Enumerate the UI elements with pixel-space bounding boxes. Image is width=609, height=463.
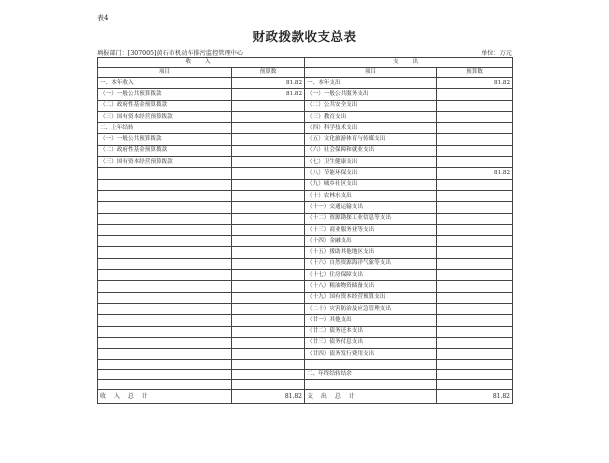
income-value-cell — [232, 168, 305, 179]
income-value-cell — [232, 292, 305, 303]
table-row — [98, 281, 513, 292]
income-value-cell: 81.82 — [232, 78, 305, 89]
expense-value-cell — [437, 303, 513, 314]
income-item-cell: （一）一般公共预算拨款 — [98, 89, 232, 100]
table-row — [98, 292, 513, 303]
table-row — [98, 370, 513, 380]
table-row — [98, 224, 513, 235]
expense-value-cell — [437, 236, 513, 247]
table-row — [98, 247, 513, 258]
expense-item-cell: （十八）粮油物资储备支出 — [305, 281, 437, 292]
income-item-cell: （二）政府性基金预算拨款 — [98, 100, 232, 111]
table-row — [98, 236, 513, 247]
table-row — [98, 202, 513, 213]
table-row — [98, 100, 513, 111]
table-row — [98, 179, 513, 190]
expense-value-cell — [437, 337, 513, 348]
expense-value-cell: 81.82 — [437, 168, 513, 179]
expense-item-cell: （十七）住房保障支出 — [305, 270, 437, 281]
table-row — [98, 89, 513, 100]
expense-item-cell: （廿三）债务付息支出 — [305, 337, 437, 348]
total-row — [98, 390, 513, 404]
table-row — [98, 157, 513, 168]
expense-item-header: 项目 — [305, 68, 437, 78]
expense-value-cell — [437, 224, 513, 235]
income-value-cell — [232, 315, 305, 326]
expense-item-cell: （十五）援助其他地区支出 — [305, 247, 437, 258]
income-item-cell — [98, 337, 232, 348]
expense-value-cell — [437, 202, 513, 213]
income-item-cell — [98, 349, 232, 360]
budget-summary-table — [97, 57, 513, 404]
income-item-cell — [98, 315, 232, 326]
income-total-value: 81.82 — [232, 390, 305, 404]
expense-item-cell: （十六）自然资源海洋气象等支出 — [305, 258, 437, 269]
expense-value-cell — [437, 89, 513, 100]
income-item-cell — [98, 292, 232, 303]
table-row — [98, 315, 513, 326]
income-value-cell — [232, 202, 305, 213]
income-item-cell — [98, 247, 232, 258]
table-row — [98, 145, 513, 156]
income-value-cell — [232, 337, 305, 348]
income-item-cell — [98, 179, 232, 190]
expense-value-cell — [437, 157, 513, 168]
expense-value-cell — [437, 315, 513, 326]
expense-group-header: 支 出 — [305, 58, 513, 68]
income-total-label: 收 入 总 计 — [98, 390, 232, 404]
expense-value-cell — [437, 190, 513, 201]
income-value-cell — [232, 224, 305, 235]
income-value-cell — [232, 258, 305, 269]
income-value-cell — [232, 360, 305, 370]
expense-value-cell — [437, 281, 513, 292]
expense-value-cell — [437, 111, 513, 122]
table-row — [98, 190, 513, 201]
expense-item-cell: （二）公共安全支出 — [305, 100, 437, 111]
income-value-cell — [232, 111, 305, 122]
income-group-header: 收 入 — [98, 58, 305, 68]
expense-item-cell: （十三）商业服务业等支出 — [305, 224, 437, 235]
income-item-cell — [98, 202, 232, 213]
expense-item-cell: （廿二）债务还本支出 — [305, 326, 437, 337]
table-row — [98, 270, 513, 281]
expense-value-cell — [437, 134, 513, 145]
expense-item-cell: （三）教育支出 — [305, 111, 437, 122]
expense-value-cell — [437, 370, 513, 380]
expense-value-cell — [437, 349, 513, 360]
table-row — [98, 326, 513, 337]
income-item-cell — [98, 326, 232, 337]
income-item-cell — [98, 380, 232, 390]
table-row — [98, 168, 513, 179]
expense-item-cell — [305, 380, 437, 390]
income-value-cell — [232, 326, 305, 337]
expense-item-cell: （七）卫生健康支出 — [305, 157, 437, 168]
income-value-cell — [232, 100, 305, 111]
expense-total-value: 81.82 — [437, 390, 513, 404]
expense-item-cell: （九）城乡社区支出 — [305, 179, 437, 190]
income-value-cell — [232, 270, 305, 281]
expense-item-cell: 一、本年支出 — [305, 78, 437, 89]
expense-value-cell — [437, 380, 513, 390]
table-row — [98, 360, 513, 370]
income-value-cell — [232, 349, 305, 360]
income-item-cell — [98, 270, 232, 281]
income-value-cell — [232, 190, 305, 201]
table-row — [98, 349, 513, 360]
expense-value-cell — [437, 270, 513, 281]
income-item-cell: 一、本年收入 — [98, 78, 232, 89]
income-item-cell — [98, 236, 232, 247]
table-row — [98, 380, 513, 390]
income-value-cell — [232, 157, 305, 168]
column-header-row — [98, 68, 513, 78]
page-title: 财政拨款收支总表 — [252, 29, 357, 44]
expense-value-cell — [437, 213, 513, 224]
expense-value-cell — [437, 123, 513, 134]
table-row — [98, 78, 513, 89]
expense-item-cell: （六）社会保障和就业支出 — [305, 145, 437, 156]
expense-value-cell — [437, 292, 513, 303]
expense-item-cell: （廿一）其他支出 — [305, 315, 437, 326]
income-value-cell — [232, 370, 305, 380]
group-header-row — [98, 58, 513, 68]
income-value-cell — [232, 213, 305, 224]
expense-item-cell: （十二）资源勘探工业信息等支出 — [305, 213, 437, 224]
expense-value-cell — [437, 258, 513, 269]
expense-value-cell: 81.82 — [437, 78, 513, 89]
income-value-cell — [232, 281, 305, 292]
income-item-cell — [98, 303, 232, 314]
income-value-cell — [232, 303, 305, 314]
table-row — [98, 134, 513, 145]
income-budget-header: 预算数 — [232, 68, 305, 78]
table-row — [98, 337, 513, 348]
expense-item-cell: （十）农林水支出 — [305, 190, 437, 201]
table-row — [98, 303, 513, 314]
income-item-cell — [98, 213, 232, 224]
expense-value-cell — [437, 247, 513, 258]
unit-label: 单位：万元 — [481, 50, 512, 57]
income-item-cell: 二、上年结转 — [98, 123, 232, 134]
expense-value-cell — [437, 100, 513, 111]
expense-item-cell: （五）文化旅游体育与传媒支出 — [305, 134, 437, 145]
income-item-cell — [98, 360, 232, 370]
expense-item-cell — [305, 360, 437, 370]
income-value-cell — [232, 179, 305, 190]
expense-value-cell — [437, 179, 513, 190]
table-row — [98, 123, 513, 134]
table-row — [98, 213, 513, 224]
income-item-cell: （一）一般公共预算拨款 — [98, 134, 232, 145]
income-value-cell — [232, 247, 305, 258]
expense-item-cell: （四）科学技术支出 — [305, 123, 437, 134]
income-value-cell — [232, 123, 305, 134]
expense-item-cell: （十四）金融支出 — [305, 236, 437, 247]
income-item-header: 项目 — [98, 68, 232, 78]
income-item-cell: （二）政府性基金预算拨款 — [98, 145, 232, 156]
income-value-cell: 81.82 — [232, 89, 305, 100]
expense-value-cell — [437, 360, 513, 370]
expense-item-cell: （八）节能环保支出 — [305, 168, 437, 179]
income-item-cell: （三）国有资本经营预算拨款 — [98, 111, 232, 122]
income-value-cell — [232, 134, 305, 145]
income-item-cell — [98, 190, 232, 201]
expense-item-cell: 二、年终结转结余 — [305, 370, 437, 380]
income-value-cell — [232, 380, 305, 390]
expense-item-cell: （二十）灾害防治及应急管理支出 — [305, 303, 437, 314]
income-item-cell — [98, 370, 232, 380]
expense-item-cell: （十九）国有资本经营预算支出 — [305, 292, 437, 303]
table-row — [98, 111, 513, 122]
department-label: 填报部门：[307005]黄石市机动车排污监控管理中心 — [97, 50, 244, 57]
income-value-cell — [232, 236, 305, 247]
expense-item-cell: （十一）交通运输支出 — [305, 202, 437, 213]
table-row — [98, 258, 513, 269]
expense-value-cell — [437, 145, 513, 156]
expense-item-cell: （廿四）债务发行费用支出 — [305, 349, 437, 360]
income-item-cell — [98, 258, 232, 269]
expense-value-cell — [437, 326, 513, 337]
income-item-cell — [98, 224, 232, 235]
expense-item-cell: （一）一般公共服务支出 — [305, 89, 437, 100]
table-number: 表4 — [97, 14, 109, 22]
income-item-cell — [98, 281, 232, 292]
income-item-cell: （三）国有资本经营预算拨款 — [98, 157, 232, 168]
income-value-cell — [232, 145, 305, 156]
expense-budget-header: 预算数 — [437, 68, 513, 78]
expense-total-label: 支 出 总 计 — [305, 390, 437, 404]
income-item-cell — [98, 168, 232, 179]
